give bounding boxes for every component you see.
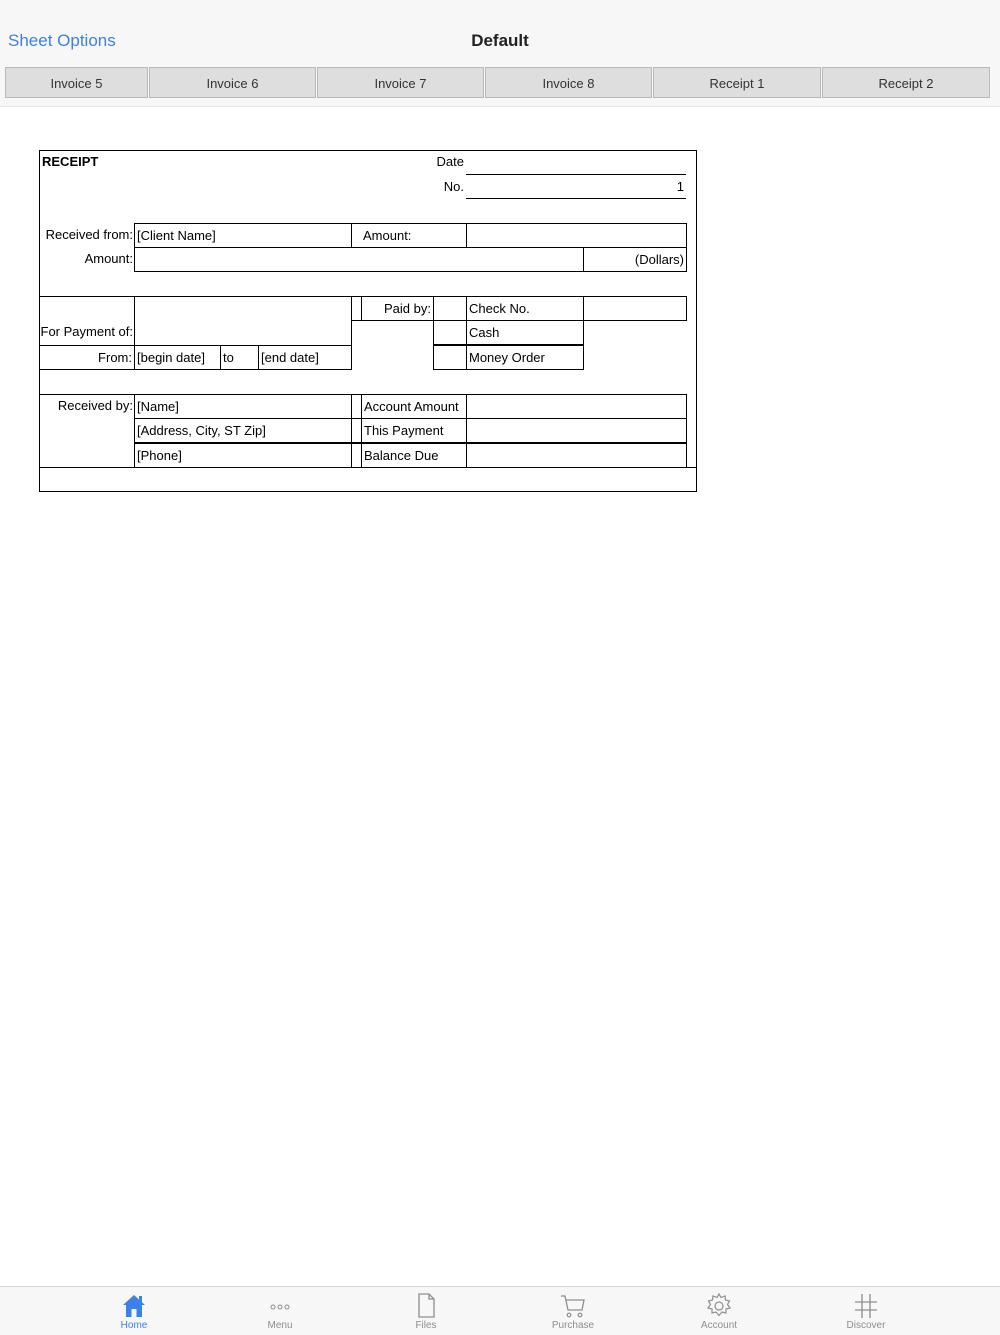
receipt-title: RECEIPT bbox=[42, 154, 99, 169]
tabbar-menu[interactable] bbox=[230, 1287, 330, 1335]
number-underline bbox=[466, 198, 686, 199]
client-name-cell[interactable]: [Client Name] bbox=[134, 223, 352, 248]
received-from-label: Received from: bbox=[45, 227, 133, 242]
bottom-tab-bar bbox=[0, 1286, 1000, 1335]
file-icon bbox=[412, 1291, 440, 1319]
sheet-title: Default bbox=[471, 31, 529, 50]
tabbar-purchase-label: Purchase bbox=[551, 1320, 595, 1331]
for-payment-cell[interactable] bbox=[134, 296, 352, 346]
tabbar-discover[interactable] bbox=[816, 1287, 916, 1335]
cart-icon bbox=[559, 1291, 587, 1319]
account-amount-label: Account Amount bbox=[361, 394, 467, 419]
received-by-label: Received by: bbox=[57, 398, 133, 413]
tab-invoice-5[interactable]: Invoice 5 bbox=[5, 67, 148, 98]
balance-due-value[interactable] bbox=[466, 443, 687, 468]
tab-invoice-7[interactable]: Invoice 7 bbox=[317, 67, 484, 98]
tabbar-files[interactable] bbox=[376, 1287, 476, 1335]
date-label: Date bbox=[436, 154, 464, 169]
tabbar-purchase[interactable] bbox=[523, 1287, 623, 1335]
receipt-sheet bbox=[0, 106, 1000, 1286]
tabbar-home-label: Home bbox=[120, 1320, 148, 1331]
bottom-strip-line bbox=[39, 467, 697, 468]
tabbar-discover-label: Discover bbox=[846, 1320, 886, 1331]
for-payment-label: For Payment of: bbox=[40, 324, 133, 339]
cash-checkbox[interactable] bbox=[433, 320, 467, 345]
tab-invoice-6[interactable]: Invoice 6 bbox=[149, 67, 316, 98]
home-icon bbox=[120, 1291, 148, 1319]
tabbar-account[interactable] bbox=[669, 1287, 769, 1335]
begin-date-cell[interactable]: [begin date] bbox=[134, 345, 221, 370]
tab-receipt-2[interactable]: Receipt 2 bbox=[822, 67, 990, 98]
navigation-bar bbox=[0, 0, 1000, 63]
amount-right-label: Amount: bbox=[351, 223, 467, 248]
sheet-options-button[interactable]: Sheet Options bbox=[8, 31, 116, 50]
name-cell[interactable]: [Name] bbox=[134, 394, 352, 419]
grid-icon bbox=[852, 1291, 880, 1319]
this-payment-label: This Payment bbox=[361, 418, 467, 443]
cash-label: Cash bbox=[466, 320, 584, 345]
check-no-value[interactable] bbox=[583, 296, 687, 321]
tabbar-account-label: Account bbox=[700, 1320, 738, 1331]
address-cell[interactable]: [Address, City, ST Zip] bbox=[134, 418, 352, 443]
tabbar-home[interactable] bbox=[84, 1287, 184, 1335]
receipt-number[interactable]: 1 bbox=[676, 179, 684, 194]
this-payment-value[interactable] bbox=[466, 418, 687, 443]
tab-receipt-1[interactable]: Receipt 1 bbox=[653, 67, 821, 98]
end-date-cell[interactable]: [end date] bbox=[258, 345, 352, 370]
ellipsis-icon bbox=[266, 1291, 294, 1319]
to-label: to bbox=[220, 345, 259, 370]
gear-icon bbox=[705, 1291, 733, 1319]
money-order-label: Money Order bbox=[466, 345, 584, 370]
from-label: From: bbox=[39, 345, 135, 370]
money-order-checkbox[interactable] bbox=[433, 345, 467, 370]
tab-invoice-8[interactable]: Invoice 8 bbox=[485, 67, 652, 98]
sheet-tabs bbox=[0, 62, 1000, 107]
number-label: No. bbox=[443, 179, 464, 194]
dollars-label: (Dollars) bbox=[583, 247, 687, 272]
paid-by-label: Paid by: bbox=[361, 296, 434, 321]
tabbar-menu-label: Menu bbox=[267, 1320, 293, 1331]
amount-label: Amount: bbox=[84, 251, 133, 266]
check-no-label: Check No. bbox=[466, 296, 584, 321]
balance-due-label: Balance Due bbox=[361, 443, 467, 468]
tabbar-files-label: Files bbox=[415, 1320, 437, 1331]
amount-value-cell[interactable] bbox=[466, 223, 687, 248]
account-amount-value[interactable] bbox=[466, 394, 687, 419]
date-value[interactable] bbox=[466, 150, 686, 174]
check-checkbox[interactable] bbox=[433, 296, 467, 321]
phone-cell[interactable]: [Phone] bbox=[134, 443, 352, 468]
amount-words-cell[interactable] bbox=[134, 247, 584, 272]
